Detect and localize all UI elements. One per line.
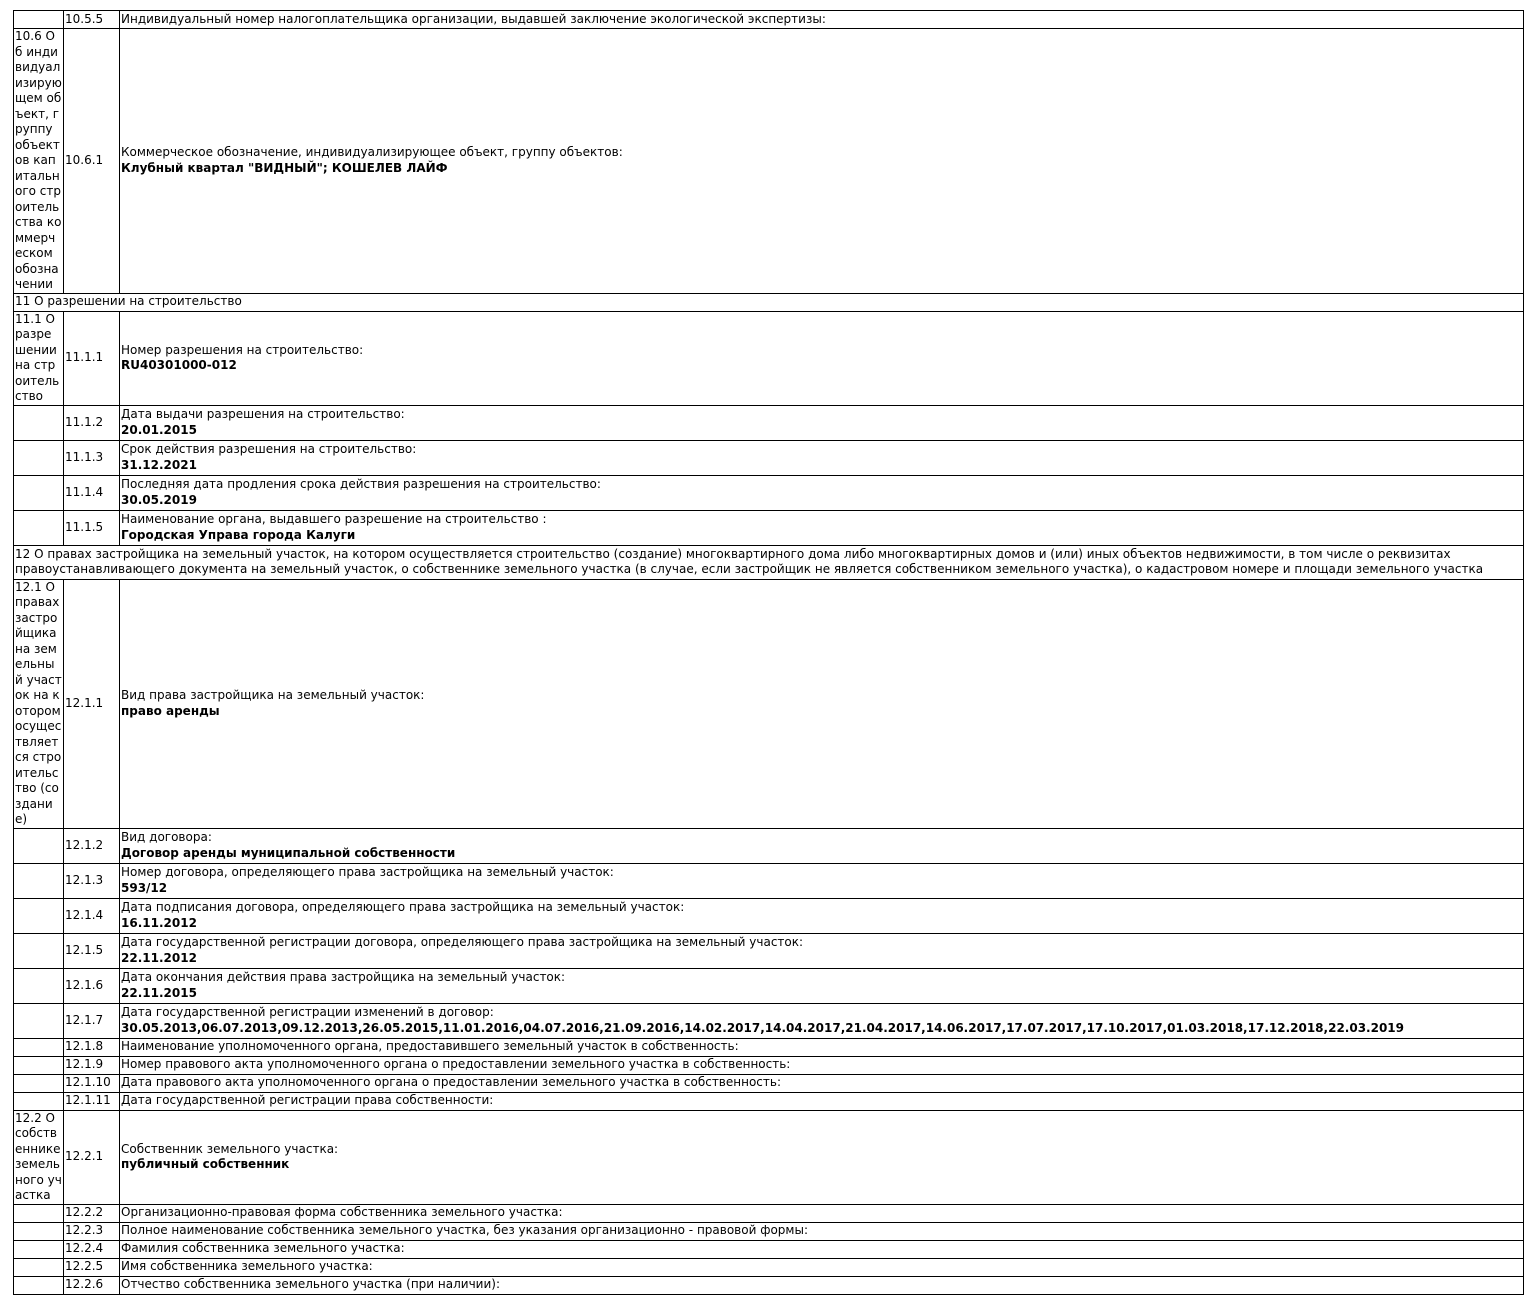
- item-content: [120, 1038, 1524, 1056]
- item-number: 12.1.3: [64, 863, 120, 898]
- item-content: [120, 828, 1524, 863]
- item-content: [120, 1003, 1524, 1038]
- item-content: [120, 863, 1524, 898]
- table-row: [14, 1056, 1524, 1074]
- item-number: 11.1.4: [64, 475, 120, 510]
- item-content: [120, 1074, 1524, 1092]
- subsection-title: [14, 863, 64, 898]
- subsection-title: [14, 1258, 64, 1276]
- item-label: Дата выдачи разрешения на строительство:: [121, 407, 405, 421]
- item-content: [120, 405, 1524, 440]
- item-number: 12.2.5: [64, 1258, 120, 1276]
- subsection-title: 12.2 О собственнике земельного участка: [15, 1110, 62, 1202]
- subsection-title: [14, 1222, 64, 1240]
- item-value: Договор аренды муниципальной собственности: [121, 845, 456, 860]
- table-row: [14, 440, 1524, 475]
- item-content: [120, 11, 1524, 29]
- subsection-title: [14, 1092, 64, 1110]
- item-label: Дата окончания действия права застройщика на земельный участок:: [121, 970, 566, 984]
- item-label: Имя собственника земельного участка:: [121, 1259, 373, 1274]
- item-content: [120, 311, 1524, 405]
- item-label: Дата правового акта уполномоченного органа о предоставлении земельного участка в собственность:: [121, 1075, 781, 1090]
- table-row: [14, 11, 1524, 29]
- subsection-title: [14, 1003, 64, 1038]
- item-label: Собственник земельного участка:: [121, 1141, 339, 1156]
- subsection-title: [14, 828, 64, 863]
- item-content: [120, 1204, 1524, 1222]
- subsection-title: [14, 1056, 64, 1074]
- subsection-title: 12.1 О правах застройщика на земельный участок на котором осуществляется строительство (создание): [15, 579, 62, 826]
- item-value: 22.11.2012: [121, 950, 197, 965]
- item-label: Дата государственной регистрации права собственности:: [121, 1093, 494, 1108]
- item-label: Срок действия разрешения на строительство:: [121, 442, 417, 456]
- item-number: 12.1.8: [64, 1038, 120, 1056]
- table-row: [14, 29, 1524, 294]
- item-content: [120, 475, 1524, 510]
- table-row: [14, 1038, 1524, 1056]
- table-row: [14, 1258, 1524, 1276]
- section-header: 12 О правах застройщика на земельный участок, на котором осуществляется строительство (создание) многоквартирного дома либо многоквартирных домов и (или) иных объектов недвижимости, в том числе о реквизитах правоустанавливающего документа на земельный участок, о собственнике земельного участка (в случае, если застройщик не является собственником земельного участка), о кадастровом номере и площади земельного участка: [14, 545, 1524, 579]
- item-number: 11.1.3: [64, 440, 120, 475]
- item-content: [120, 1258, 1524, 1276]
- item-value: 31.12.2021: [121, 457, 197, 472]
- item-number: 11.1.5: [64, 510, 120, 545]
- table-row: [14, 1204, 1524, 1222]
- subsection-title: [14, 405, 64, 440]
- item-content: [120, 1056, 1524, 1074]
- table-row: [14, 475, 1524, 510]
- item-value: 593/12: [121, 880, 168, 895]
- item-value: 20.01.2015: [121, 422, 197, 437]
- item-number: 12.1.1: [64, 579, 120, 828]
- item-label: Вид договора:: [121, 830, 212, 844]
- item-number: 12.1.7: [64, 1003, 120, 1038]
- subsection-title: [14, 1038, 64, 1056]
- item-value: 30.05.2013,06.07.2013,09.12.2013,26.05.2015,11.01.2016,04.07.2016,21.09.2016,14.02.2017,14.04.2017,21.04.2017,14.06.2017,17.07.2017,17.10.2017,01.03.2018,17.12.2018,22.03.2019: [121, 1020, 1405, 1035]
- item-number: 12.2.6: [64, 1276, 120, 1294]
- declaration-table-body: [14, 11, 1524, 1295]
- item-content: [120, 510, 1524, 545]
- item-number: 12.2.4: [64, 1240, 120, 1258]
- subsection-title: [14, 968, 64, 1003]
- table-row: [14, 933, 1524, 968]
- item-content: [120, 440, 1524, 475]
- item-label: Дата государственной регистрации договора, определяющего права застройщика на земельный участок:: [121, 935, 804, 949]
- item-number: 10.5.5: [64, 11, 120, 29]
- subsection-title: 10.6 Об индивидуализирующем объект, группу объектов капитального строительства коммерческом обозначении: [15, 29, 62, 291]
- table-row: [14, 579, 1524, 828]
- item-number: 11.1.2: [64, 405, 120, 440]
- subsection-title: [14, 11, 64, 29]
- subsection-title: [14, 1276, 64, 1294]
- item-label: Номер договора, определяющего права застройщика на земельный участок:: [121, 865, 614, 879]
- table-row: [14, 1003, 1524, 1038]
- item-content: [120, 29, 1524, 294]
- table-row: [14, 828, 1524, 863]
- item-number: 11.1.1: [64, 311, 120, 405]
- subsection-title: [14, 440, 64, 475]
- subsection-title: [14, 1074, 64, 1092]
- item-value: право аренды: [121, 703, 220, 718]
- item-label: Последняя дата продления срока действия разрешения на строительство:: [121, 477, 601, 491]
- declaration-table: [13, 10, 1524, 1295]
- item-number: 10.6.1: [64, 29, 120, 294]
- subsection-title: [14, 933, 64, 968]
- item-number: 12.2.3: [64, 1222, 120, 1240]
- subsection-title: [14, 510, 64, 545]
- subsection-title: 11.1 О разрешении на строительство: [14, 311, 64, 405]
- item-number: 12.1.11: [64, 1092, 120, 1110]
- item-number: 12.1.6: [64, 968, 120, 1003]
- table-row: [14, 405, 1524, 440]
- item-label: Организационно-правовая форма собственника земельного участка:: [121, 1205, 563, 1220]
- item-label: Индивидуальный номер налогоплательщика организации, выдавшей заключение экологической экспертизы:: [121, 11, 826, 26]
- section-header-row: [14, 545, 1524, 579]
- item-label: Дата государственной регистрации изменений в договор:: [121, 1005, 494, 1019]
- table-row: [14, 1092, 1524, 1110]
- item-content: [120, 579, 1524, 828]
- subsection-title: [14, 898, 64, 933]
- table-row: [14, 1240, 1524, 1258]
- item-number: 12.1.10: [64, 1074, 120, 1092]
- section-header-row: [14, 293, 1524, 311]
- item-number: 12.1.9: [64, 1056, 120, 1074]
- subsection-title: [14, 1204, 64, 1222]
- item-label: Дата подписания договора, определяющего права застройщика на земельный участок:: [121, 900, 685, 914]
- table-row: [14, 510, 1524, 545]
- item-number: 12.1.5: [64, 933, 120, 968]
- item-label: Полное наименование собственника земельного участка, без указания организационно - правовой формы:: [121, 1223, 808, 1238]
- item-content: [120, 1276, 1524, 1294]
- item-label: Отчество собственника земельного участка (при наличии):: [121, 1277, 500, 1292]
- item-content: [120, 1110, 1524, 1204]
- item-value: 16.11.2012: [121, 915, 197, 930]
- item-content: [120, 1092, 1524, 1110]
- table-row: [14, 863, 1524, 898]
- table-row: [14, 1074, 1524, 1092]
- item-content: [120, 1240, 1524, 1258]
- table-row: [14, 968, 1524, 1003]
- table-row: [14, 1222, 1524, 1240]
- item-value: 22.11.2015: [121, 985, 197, 1000]
- item-content: [120, 1222, 1524, 1240]
- item-value: RU40301000-012: [121, 358, 237, 372]
- item-label: Наименование уполномоченного органа, предоставившего земельный участок в собственность:: [121, 1039, 739, 1054]
- item-number: 12.2.1: [64, 1110, 120, 1204]
- table-row: [14, 311, 1524, 405]
- table-row: [14, 1276, 1524, 1294]
- subsection-title: [14, 1240, 64, 1258]
- item-number: 12.1.2: [64, 828, 120, 863]
- item-value: Клубный квартал "ВИДНЫЙ"; КОШЕЛЕВ ЛАЙФ: [121, 160, 448, 175]
- item-label: Коммерческое обозначение, индивидуализирующее объект, группу объектов:: [121, 145, 623, 160]
- table-row: [14, 1110, 1524, 1204]
- item-label: Наименование органа, выдавшего разрешение на строительство :: [121, 512, 547, 526]
- section-header: 11 О разрешении на строительство: [14, 293, 1524, 311]
- item-content: [120, 933, 1524, 968]
- subsection-title: [14, 475, 64, 510]
- item-value: публичный собственник: [121, 1157, 290, 1171]
- item-number: 12.1.4: [64, 898, 120, 933]
- item-value: Городская Управа города Калуги: [121, 527, 356, 542]
- item-number: 12.2.2: [64, 1204, 120, 1222]
- item-label: Номер разрешения на строительство:: [121, 342, 364, 357]
- item-label: Номер правового акта уполномоченного органа о предоставлении земельного участка в собственность:: [121, 1057, 791, 1072]
- item-label: Вид права застройщика на земельный участок:: [121, 688, 425, 702]
- item-content: [120, 898, 1524, 933]
- item-content: [120, 968, 1524, 1003]
- table-row: [14, 898, 1524, 933]
- item-label: Фамилия собственника земельного участка:: [121, 1241, 405, 1256]
- item-value: 30.05.2019: [121, 492, 197, 507]
